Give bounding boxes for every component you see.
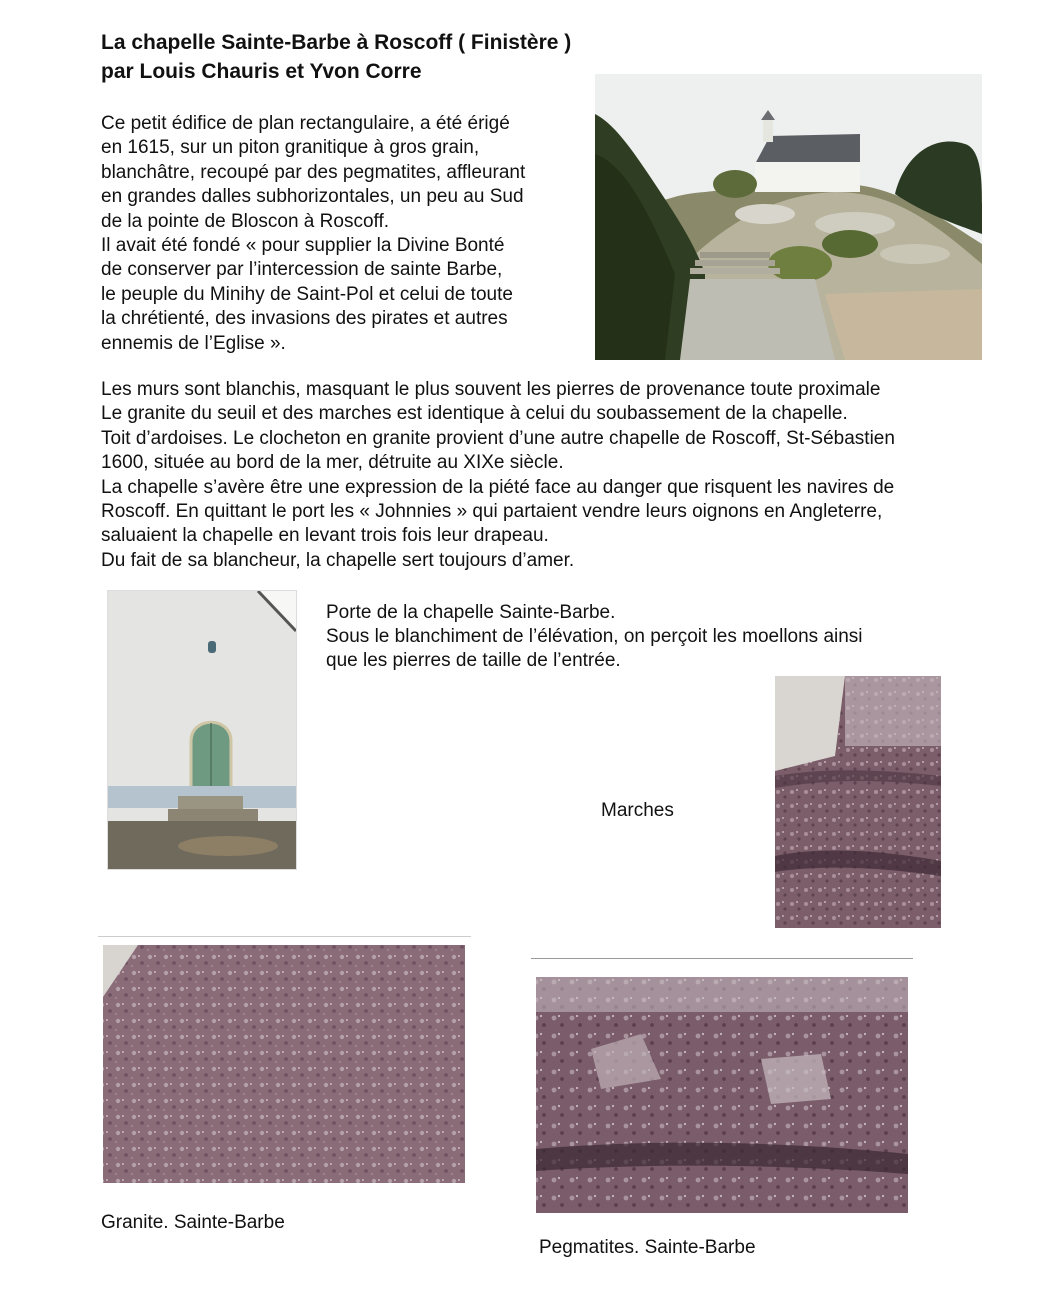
door-caption: [326, 601, 863, 673]
intro-line: en grandes dalles subhorizontales, un peu au Sud: [101, 186, 524, 208]
intro-line: Ce petit édifice de plan rectangulaire, a été érigé: [101, 113, 510, 134]
body-line: Toit d’ardoises. Le clocheton en granite provient d’une autre chapelle de Roscoff, St-Sébastien: [101, 427, 895, 449]
body-line: Du fait de sa blancheur, la chapelle sert toujours d’amer.: [101, 549, 575, 571]
intro-line: la chrétienté, des invasions des pirates et autres: [101, 308, 508, 330]
intro-line: en 1615, sur un piton granitique à gros grain,: [101, 137, 480, 159]
intro-paragraph: [101, 112, 525, 356]
body-line: La chapelle s’avère être une expression de la piété face au danger que risquent les navires de: [101, 476, 895, 498]
intro-line: blanchâtre, recoupé par des pegmatites, affleurant: [101, 161, 526, 183]
intro-line: le peuple du Minihy de Saint-Pol et celui de toute: [101, 283, 513, 305]
body-line: Le granite du seuil et des marches est identique à celui du soubassement de la chapelle.: [101, 403, 848, 425]
intro-line: ennemis de l’Eglise ».: [101, 332, 286, 354]
chapel-photo: [595, 74, 982, 360]
pegmatites-photo: [531, 958, 913, 1215]
body-line: Les murs sont blanchis, masquant le plus souvent les pierres de provenance toute proximale: [101, 379, 881, 400]
door-caption-line: Porte de la chapelle Sainte-Barbe.: [326, 602, 616, 623]
door-caption-line: que les pierres de taille de l’entrée.: [326, 650, 621, 671]
door-photo: [107, 590, 297, 870]
page-title: [101, 28, 571, 86]
intro-line: de la pointe de Bloscon à Roscoff.: [101, 210, 390, 232]
steps-photo: [775, 676, 941, 928]
title-line-2: par Louis Chauris et Yvon Corre: [101, 60, 422, 83]
body-line: 1600, située au bord de la mer, détruite au XIXe siècle.: [101, 452, 564, 474]
steps-caption: Marches: [601, 800, 674, 821]
granite-caption: Granite. Sainte-Barbe: [101, 1212, 285, 1233]
body-line: Roscoff. En quittant le port les « Johnnies » qui partaient vendre leurs oignons en Angleterre,: [101, 501, 883, 523]
intro-line: de conserver par l’intercession de sainte Barbe,: [101, 259, 503, 281]
door-caption-line: Sous le blanchiment de l’élévation, on perçoit les moellons ainsi: [326, 626, 863, 647]
title-line-1: La chapelle Sainte-Barbe à Roscoff ( Finistère ): [101, 31, 572, 54]
intro-line: Il avait été fondé « pour supplier la Divine Bonté: [101, 235, 505, 257]
body-line: saluaient la chapelle en levant trois fois leur drapeau.: [101, 525, 549, 547]
granite-photo: [98, 936, 471, 1185]
pegmatites-caption: Pegmatites. Sainte-Barbe: [539, 1237, 756, 1258]
body-paragraph: [101, 378, 895, 573]
